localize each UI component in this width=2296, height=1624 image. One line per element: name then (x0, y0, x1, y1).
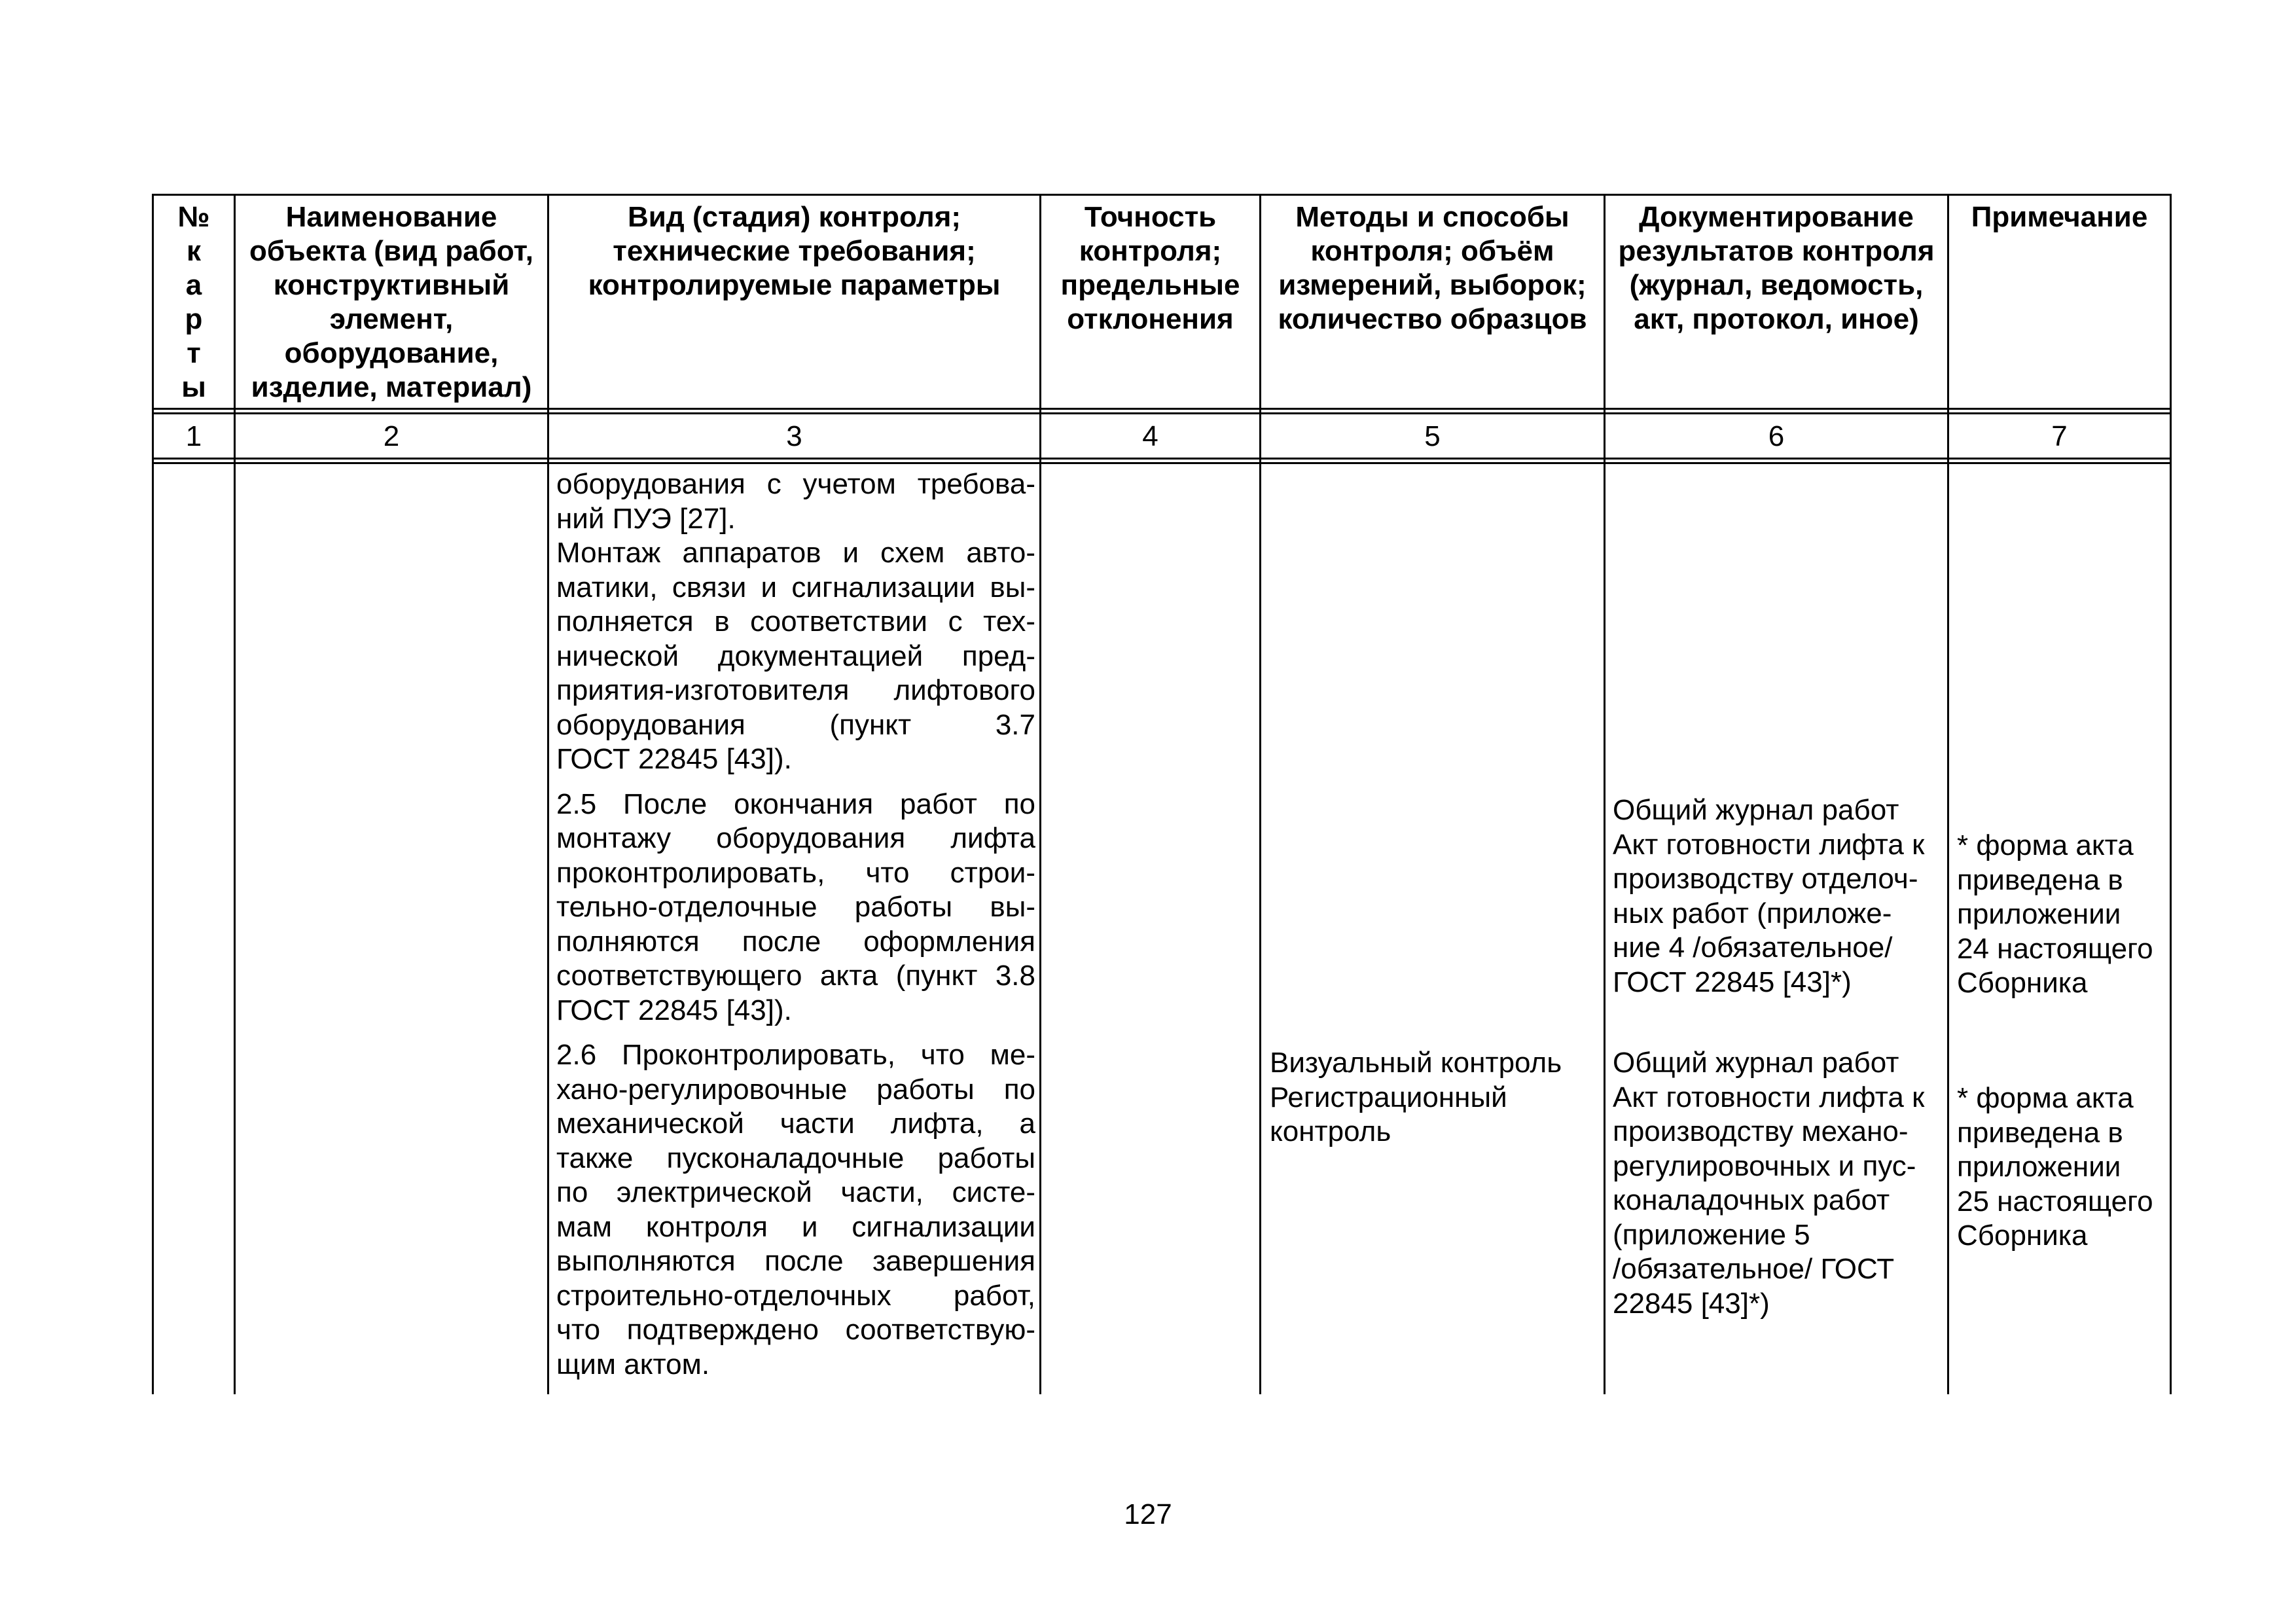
text-line: нической документацией пред- (556, 640, 1035, 672)
text-line: ние 4 /обязательное/ (1613, 931, 1893, 964)
header-line: акт, протокол, иное) (1634, 303, 1919, 335)
header-double-line-a (152, 408, 2172, 410)
page-number: 127 (1124, 1498, 1172, 1530)
header-line: изделие, материал) (251, 371, 532, 403)
header-line: количество образцов (1278, 303, 1587, 335)
header-line: контроля; (1079, 235, 1222, 267)
numbers-double-line-a (152, 458, 2172, 460)
text-line: ГОСТ 22845 [43]). (556, 743, 792, 775)
header-line: контролируемые параметры (588, 269, 1001, 301)
header-line: Документирование (1639, 201, 1914, 233)
text-line: ний ПУЭ [27]. (556, 502, 736, 535)
header-line: объекта (вид работ, (249, 235, 533, 267)
column-number-6: 6 (1768, 420, 1785, 452)
header-card-number (154, 200, 234, 405)
table-top-border (152, 194, 2172, 196)
header-line: измерений, выборок; (1278, 269, 1587, 301)
text-line: Визуальный контроль (1270, 1047, 1562, 1079)
text-line: Акт готовности лифта к (1613, 1081, 1925, 1113)
text-line: мам контроля и сигнализации (556, 1210, 1035, 1243)
text-line: 2.5 После окончания работ по (556, 787, 1035, 820)
header-line: № (177, 201, 210, 233)
header-control-type (549, 200, 1039, 302)
text-line: Сборника (1957, 1219, 2088, 1252)
text-line: оборудования (пункт 3.7 (556, 708, 1035, 741)
header-line: ы (181, 371, 206, 403)
text-line: 24 настоящего (1957, 932, 2153, 965)
text-line: матики, связи и сигнализации вы- (556, 571, 1035, 604)
text-line: 22845 [43]*) (1613, 1287, 1770, 1320)
text-line: по электрической части, систе- (556, 1176, 1035, 1208)
header-line: Наименование (285, 201, 497, 233)
text-line: приведена в (1957, 1116, 2123, 1149)
col-border-2 (547, 194, 549, 1394)
note-entry-1 (1957, 829, 2166, 1001)
note-entry-2 (1957, 1081, 2166, 1254)
header-documentation (1605, 200, 1947, 336)
text-line: ных работ (приложе- (1613, 897, 1892, 929)
text-line: * форма акта (1957, 1082, 2134, 1114)
text-line: 2.6 Проконтролировать, что ме- (556, 1039, 1035, 1071)
text-line: ГОСТ 22845 [43]*) (1613, 965, 1852, 998)
header-line: Методы и способы (1295, 201, 1570, 233)
header-line: р (185, 303, 203, 335)
text-line: полняется в соответствии с тех- (556, 605, 1035, 638)
text-line: оборудования с учетом требова- (556, 468, 1035, 500)
header-line: (журнал, ведомость, (1629, 269, 1924, 301)
header-line: к (186, 235, 202, 267)
header-line: Примечание (1971, 201, 2148, 233)
text-line: приложении (1957, 1151, 2121, 1183)
text-line: Общий журнал работ (1613, 794, 1899, 826)
column-number-4: 4 (1142, 420, 1158, 452)
column-number-1: 1 (185, 420, 202, 452)
header-line: отклонения (1067, 303, 1234, 335)
header-line: результатов контроля (1618, 235, 1935, 267)
text-line: Регистрационный (1270, 1081, 1507, 1113)
text-line: также пусконаладочные работы (556, 1142, 1035, 1174)
control-methods-text (1270, 1046, 1597, 1149)
text-line: * форма акта (1957, 829, 2134, 861)
text-line: соответствующего акта (пункт 3.8 (556, 960, 1035, 992)
documentation-entry-1 (1613, 793, 1945, 1000)
text-line: механической части лифта, а (556, 1108, 1035, 1140)
column-number-5: 5 (1424, 420, 1441, 452)
column-number-2: 2 (383, 420, 400, 452)
text-line: что подтверждено соответствую- (556, 1314, 1035, 1346)
col-border-6 (1947, 194, 1949, 1394)
col-border-4 (1259, 194, 1261, 1394)
requirements-paragraph-2-5 (556, 787, 1035, 1028)
col-border-7 (2170, 194, 2172, 1394)
text-line: приведена в (1957, 863, 2123, 896)
text-line: приложении (1957, 898, 2121, 930)
text-line: ГОСТ 22845 [43]). (556, 994, 792, 1026)
col-border-5 (1604, 194, 1605, 1394)
text-line: /обязательное/ ГОСТ (1613, 1253, 1895, 1285)
requirements-paragraph-2-6 (556, 1038, 1035, 1382)
col-border-3 (1039, 194, 1041, 1394)
documentation-entry-2 (1613, 1046, 1945, 1321)
text-line: проконтролировать, что строи- (556, 856, 1035, 889)
text-line: монтажу оборудования лифта (556, 822, 1035, 854)
header-methods (1261, 200, 1604, 336)
header-accuracy (1041, 200, 1259, 336)
requirements-paragraph-1 (556, 467, 1035, 777)
text-line: Акт готовности лифта к (1613, 828, 1925, 861)
header-line: элемент, (329, 303, 454, 335)
text-line: тельно-отделочные работы вы- (556, 891, 1035, 923)
header-double-line-b (152, 412, 2172, 414)
header-line: технические требования; (613, 235, 976, 267)
text-line: производству отделоч- (1613, 863, 1918, 895)
header-note (1949, 200, 2170, 234)
header-object-name (236, 200, 547, 405)
text-line: приятия-изготовителя лифтового (556, 674, 1035, 706)
header-line: оборудование, (284, 337, 499, 369)
text-line: коналадочных работ (1613, 1184, 1890, 1216)
numbers-double-line-b (152, 462, 2172, 464)
text-line: выполняются после завершения (556, 1245, 1035, 1277)
text-line: Сборника (1957, 967, 2088, 999)
text-line: (приложение 5 (1613, 1218, 1810, 1251)
header-line: а (185, 269, 202, 301)
column-number-7: 7 (2051, 420, 2068, 452)
text-line: строительно-отделочных работ, (556, 1279, 1035, 1312)
text-line: щим актом. (556, 1348, 710, 1380)
control-requirements-text (556, 467, 1035, 1382)
header-line: Вид (стадия) контроля; (627, 201, 961, 233)
text-line: Общий журнал работ (1613, 1047, 1899, 1079)
column-number-3: 3 (786, 420, 802, 452)
text-line: регулировочных и пус- (1613, 1149, 1916, 1182)
text-line: контроль (1270, 1115, 1391, 1147)
text-line: 25 настоящего (1957, 1185, 2153, 1218)
text-line: полняются после оформления (556, 925, 1035, 958)
header-line: предельные (1060, 269, 1240, 301)
header-line: контроля; объём (1310, 235, 1554, 267)
text-line: Монтаж аппаратов и схем авто- (556, 537, 1035, 569)
header-line: конструктивный (273, 269, 510, 301)
text-line: хано-регулировочные работы по (556, 1073, 1035, 1106)
header-line: т (187, 337, 201, 369)
text-line: производству механо- (1613, 1115, 1909, 1147)
header-line: Точность (1084, 201, 1217, 233)
